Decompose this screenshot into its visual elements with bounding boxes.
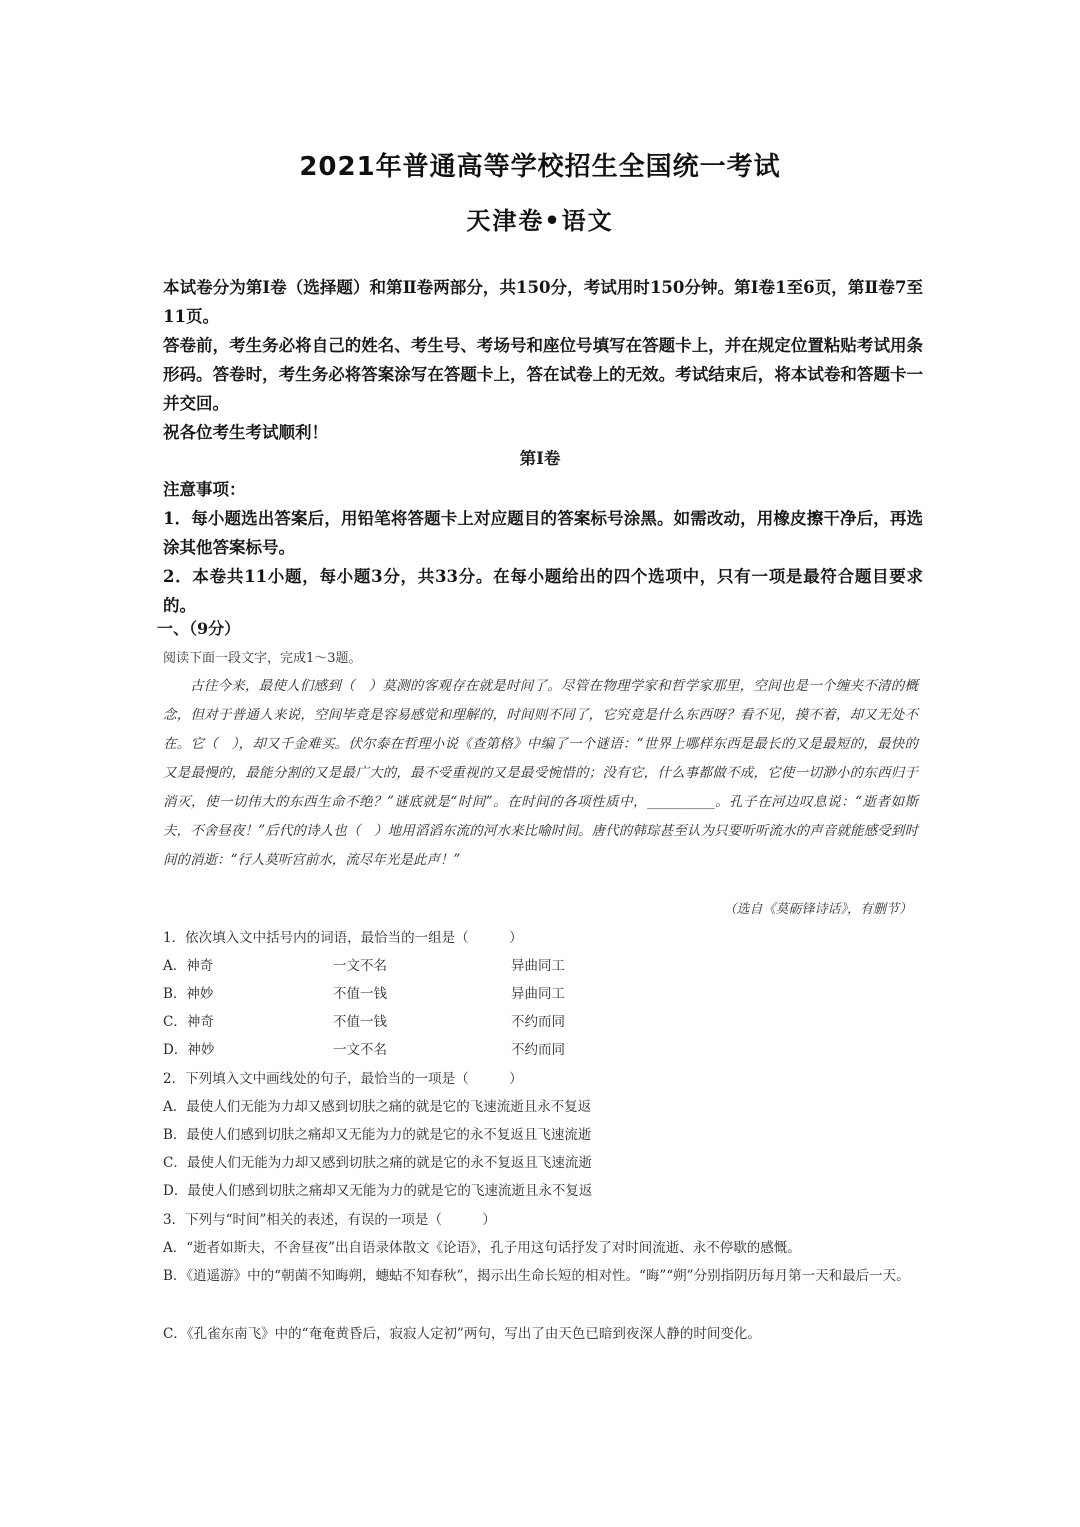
question-1-stem: 1．依次填入文中括号内的词语，最恰当的一组是（ ） bbox=[163, 930, 523, 946]
question-2-option-a: A．最使人们无能为力却又感到切肤之痛的就是它的飞速流逝且永不复返 bbox=[163, 1099, 592, 1115]
option-word-3: 不约而同 bbox=[511, 1042, 565, 1058]
option-word-2: 一文不名 bbox=[333, 958, 387, 974]
question-1-option-d bbox=[163, 1036, 763, 1064]
question-2-option-c: C．最使人们无能为力却又感到切肤之痛的就是它的永不复返且飞速流逝 bbox=[163, 1155, 592, 1171]
option-word-2: 不值一钱 bbox=[333, 1014, 387, 1030]
option-label: A．神奇 bbox=[163, 958, 214, 974]
option-word-2: 不值一钱 bbox=[333, 986, 387, 1002]
option-word-3: 不约而同 bbox=[511, 1014, 565, 1030]
question-2-option-b: B．最使人们感到切肤之痛却又无能为力的就是它的永不复返且飞速流逝 bbox=[163, 1127, 592, 1143]
question-1-option-a bbox=[163, 952, 763, 980]
option-label: C．神奇 bbox=[163, 1014, 214, 1030]
note-1: 1．每小题选出答案后，用铅笔将答题卡上对应题目的答案标号涂黑。如需改动，用橡皮擦干净后，再选涂其他答案标号。 bbox=[163, 509, 923, 557]
question-1-option-b bbox=[163, 980, 763, 1008]
exam-title: 2021年普通高等学校招生全国统一考试 bbox=[299, 152, 781, 182]
exam-subtitle: 天津卷•语文 bbox=[466, 206, 614, 235]
option-label: D．神妙 bbox=[163, 1042, 215, 1058]
question-3-option-b: B．《逍遥游》中的“朝菌不知晦朔，蟪蛄不知春秋”，揭示出生命长短的相对性。“晦”“朔”分别指阴历每月第一天和最后一天。 bbox=[163, 1268, 910, 1284]
question-1-option-c bbox=[163, 1008, 763, 1036]
option-word-2: 一文不名 bbox=[333, 1042, 387, 1058]
note-2: 2．本卷共11小题，每小题3分，共33分。在每小题给出的四个选项中，只有一项是最符合题目要求的。 bbox=[163, 567, 923, 615]
intro-paragraph-1: 本试卷分为第Ⅰ卷（选择题）和第Ⅱ卷两部分，共150分，考试用时150分钟。第Ⅰ卷1至6页，第Ⅱ卷7至11页。 bbox=[163, 278, 923, 326]
passage-text: 古往今来，最使人们感到（ ）莫测的客观存在就是时间了。尽管在物理学家和哲学家那里，空间也是一个缠夹不清的概念，但对于普通人来说，空间毕竟是容易感觉和理解的，时间则不同了，它究竟是什么东西呀？看不见，摸不着，却又无处不在。它（ ），却又千金难买。伏尔泰在哲理小说《查第格》中编了一个谜语：“世界上哪样东西是最长的又是最短的，最快的又是最慢的，最能分割的又是最广大的，最不受重视的又是最受惋惜的；没有它，什么事都做不成，它使一切渺小的东西归于消灭，使一切伟大的东西生命不绝？”谜底就是“时间”。在时间的各项性质中，__________。孔子在河边叹息说：“逝者如斯夫，不舍昼夜！”后代的诗人也（ ）地用滔滔东流的河水来比喻时间。唐代的韩琮甚至认为只要听听流水的声音就能感受到时间的消逝：“行人莫听宫前水，流尽年光是此声！” bbox=[163, 678, 918, 868]
notes-label: 注意事项： bbox=[163, 480, 246, 499]
question-2-stem: 2．下列填入文中画线处的句子，最恰当的一项是（ ） bbox=[163, 1071, 523, 1087]
passage-source: （选自《莫砺锋诗话》，有删节） bbox=[723, 902, 912, 917]
intro-paragraph-2: 答卷前，考生务必将自己的姓名、考生号、考场号和座位号填写在答题卡上，并在规定位置粘贴考试用条形码。答卷时，考生务必将答案涂写在答题卡上，答在试卷上的无效。考试结束后，将本试卷和答题卡一并交回。 bbox=[163, 336, 923, 413]
reading-instruction: 阅读下面一段文字，完成1～3题。 bbox=[163, 651, 362, 666]
option-word-3: 异曲同工 bbox=[511, 986, 565, 1002]
question-3-option-a: A．“逝者如斯夫，不舍昼夜”出自语录体散文《论语》，孔子用这句话抒发了对时间流逝、永不停歇的感慨。 bbox=[163, 1240, 801, 1256]
section-heading: 第Ⅰ卷 bbox=[519, 449, 561, 468]
notes-block bbox=[163, 475, 923, 620]
question-2-option-d: D．最使人们感到切肤之痛却又无能为力的就是它的飞速流逝且永不复返 bbox=[163, 1183, 593, 1199]
question-3-option-c: C．《孔雀东南飞》中的“奄奄黄昏后，寂寂人定初”两句，写出了由天色已暗到夜深人静的时间变化。 bbox=[163, 1326, 761, 1342]
option-label: B．神妙 bbox=[163, 986, 214, 1002]
exam-instructions bbox=[163, 273, 923, 447]
reading-passage bbox=[163, 672, 918, 875]
option-word-3: 异曲同工 bbox=[511, 958, 565, 974]
question-3-stem: 3．下列与“时间”相关的表述，有误的一项是（ ） bbox=[163, 1212, 496, 1228]
part-heading: 一、（9分） bbox=[157, 619, 241, 638]
intro-paragraph-3: 祝各位考生考试顺利！ bbox=[163, 423, 328, 442]
